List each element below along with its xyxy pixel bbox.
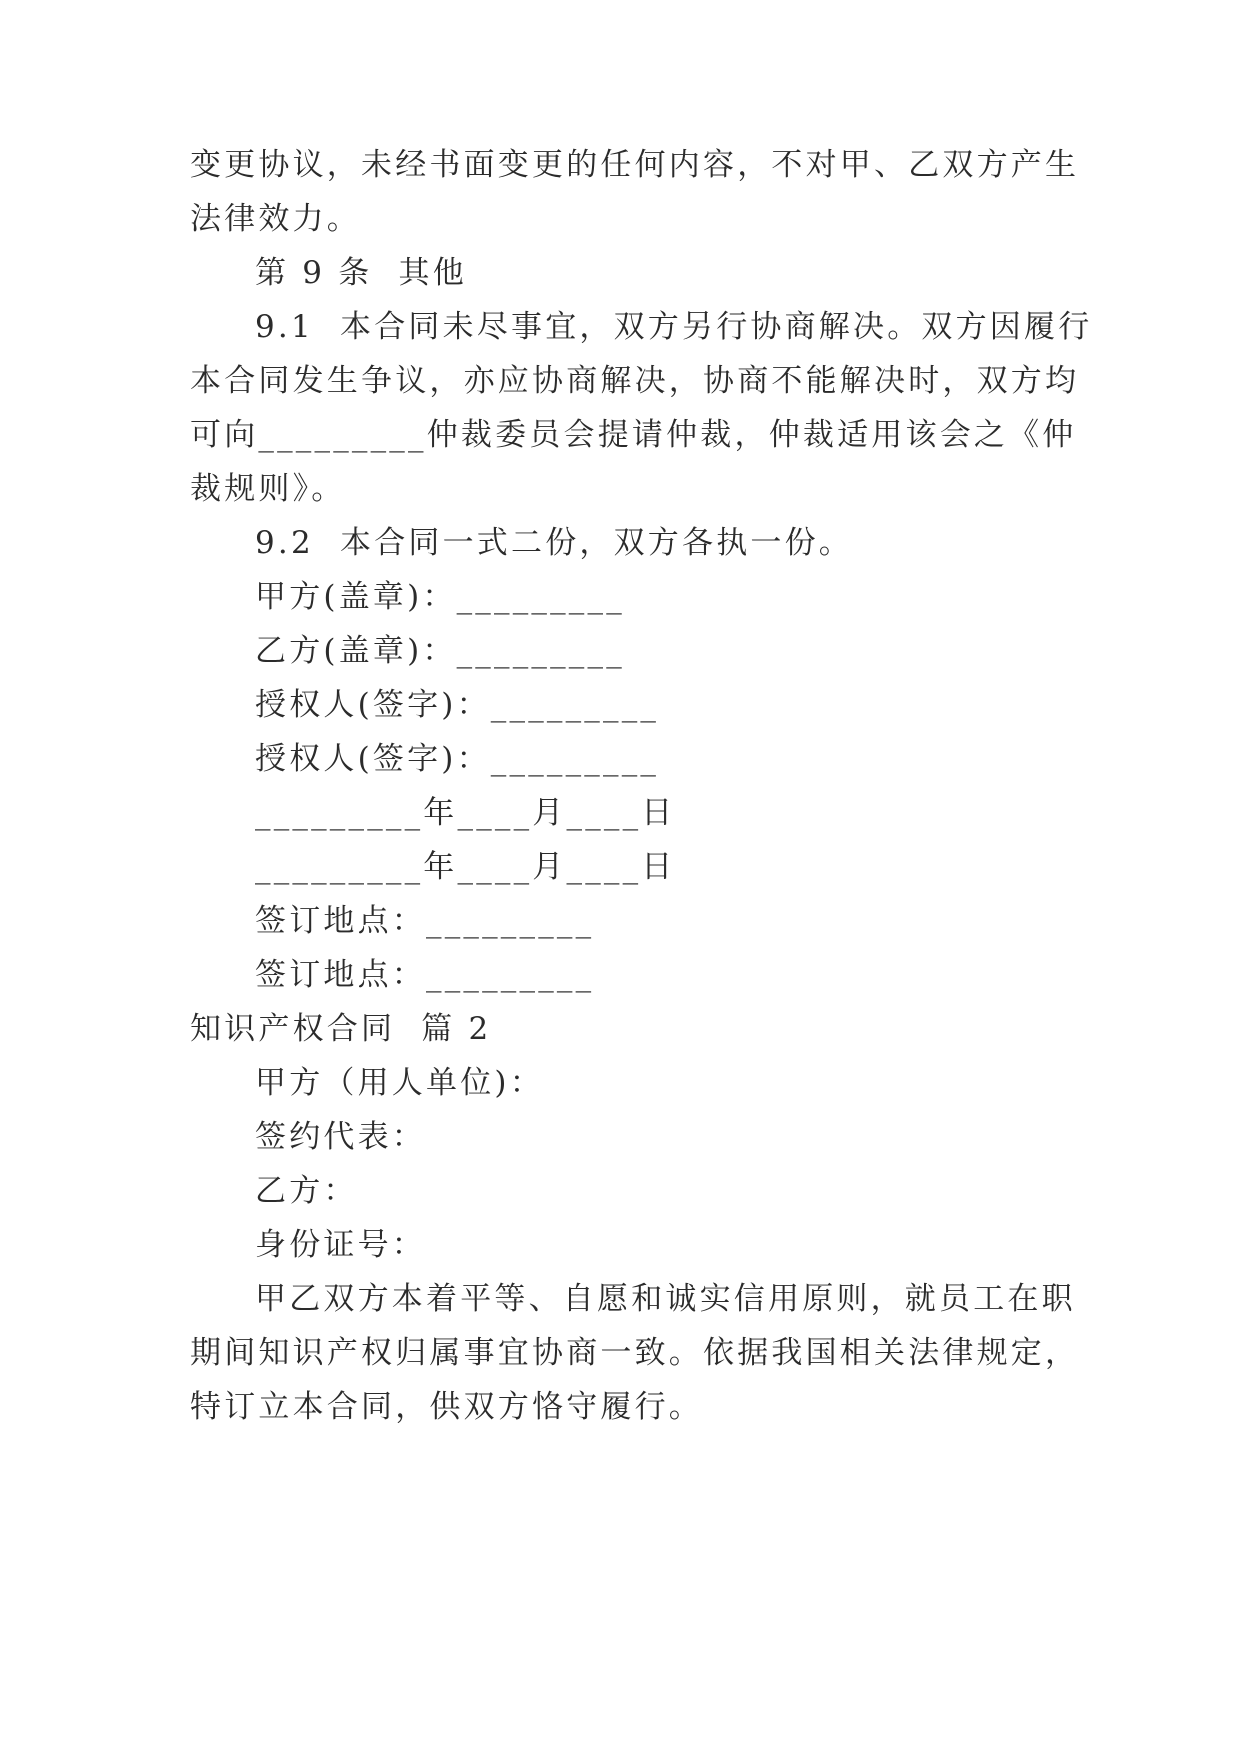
party-field: 乙方： [255,1173,358,1209]
date-field: _________年____月____日 [255,849,676,885]
section-heading: 第 9 条 其他 [255,255,467,291]
document-title: 知识产权合同 篇 2 [190,1011,492,1047]
date-field: _________年____月____日 [255,795,676,831]
signature-field: 乙方(盖章)：_________ [255,633,625,669]
party-field: 签约代表： [255,1119,426,1155]
text-line: 9.2 本合同一式二份，双方各执一份。 [255,525,854,561]
text-line: 变更协议，未经书面变更的任何内容，不对甲、乙双方产生 [190,147,1080,183]
text-line: 法律效力。 [190,201,361,237]
text-line: 甲乙双方本着平等、自愿和诚实信用原则，就员工在职 [255,1281,1076,1317]
text-line: 特订立本合同，供双方恪守履行。 [190,1389,703,1425]
text-line: 期间知识产权归属事宜协商一致。依据我国相关法律规定， [190,1335,1080,1371]
text-line: 9.1 本合同未尽事宜，双方另行协商解决。双方因履行 [255,309,1093,345]
signature-field: 授权人(签字)：_________ [255,687,660,723]
text-line: 可向_________仲裁委员会提请仲裁，仲裁适用该会之《仲 [190,417,1077,453]
location-field: 签订地点：_________ [255,957,595,993]
party-field: 身份证号： [255,1227,426,1263]
text-line: 本合同发生争议，亦应协商解决，协商不能解决时，双方均 [190,363,1080,399]
party-field: 甲方（用人单位)： [255,1065,544,1101]
signature-field: 甲方(盖章)：_________ [255,579,625,615]
location-field: 签订地点：_________ [255,903,595,939]
text-line: 裁规则》。 [190,471,346,507]
signature-field: 授权人(签字)：_________ [255,741,660,777]
